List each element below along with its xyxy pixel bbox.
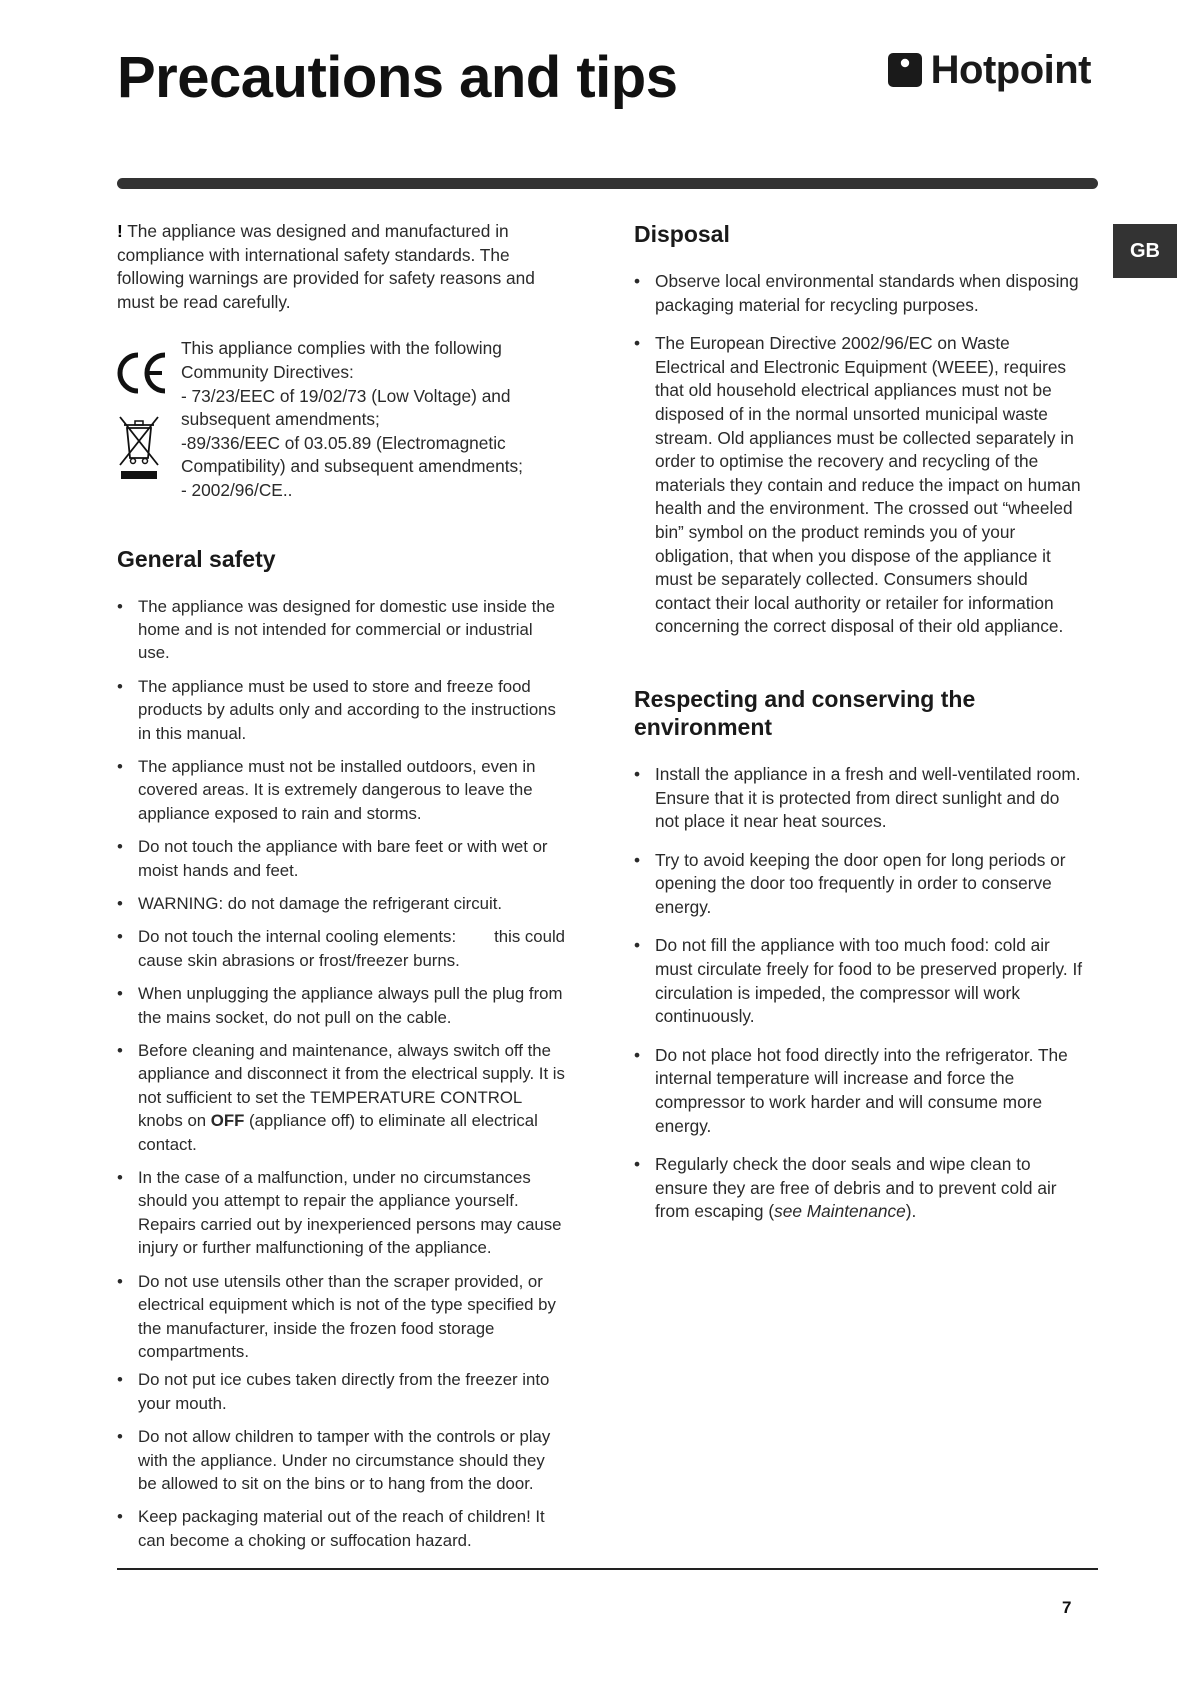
off-keyword: OFF <box>210 1111 245 1131</box>
list-item: • In the case of a malfunction, under no circumstances should you attempt to repair the appliance yourself. Repairs carried out by inexperienced persons may cause injury or further malfunctioning of the appliance. <box>117 1166 567 1260</box>
page-title: Precautions and tips <box>117 45 678 110</box>
directive-line: -89/336/EEC of 03.05.89 (Electromagnetic Compatibility) and subsequent amendments; <box>181 432 523 477</box>
brand-logo <box>888 48 1091 92</box>
general-safety-list <box>117 595 567 1553</box>
list-item-text: Do not touch the internal cooling elements: <box>138 927 457 947</box>
list-item: • Do not touch the appliance with bare feet or with wet or moist hands and feet. <box>117 835 567 882</box>
intro-text: The appliance was designed and manufactured in compliance with international safety standards. The following warnings are provided for safety reasons and must be read carefully. <box>117 221 535 312</box>
list-item-text: Before cleaning and maintenance, always switch off the appliance and disconnect it from the electrical supply. It is not sufficient to set the TEMPERATURE CONTROL knobs on <box>138 1041 565 1131</box>
brand-name: Hotpoint <box>930 47 1091 92</box>
list-item: • The appliance must be used to store and freeze food products by adults only and according to the instructions in this manual. <box>117 675 567 745</box>
directives-block <box>117 337 567 502</box>
list-item: • When unplugging the appliance always pull the plug from the mains socket, do not pull on the cable. <box>117 982 567 1029</box>
list-item-text: (appliance off) to eliminate all electrical contact. <box>138 1111 538 1154</box>
list-item: • Install the appliance in a fresh and well-ventilated room. Ensure that it is protected from direct sunlight and do not place it near heat sources. <box>634 763 1084 834</box>
intro-paragraph <box>117 220 567 314</box>
list-item-text: this could cause skin abrasions or frost/freezer burns. <box>138 927 566 970</box>
hotpoint-logo-icon <box>888 53 922 87</box>
environment-list <box>634 763 1084 1224</box>
list-item <box>117 925 567 972</box>
list-item: • The European Directive 2002/96/EC on Waste Electrical and Electronic Equipment (WEEE), requires that old household electrical appliances must not be disposed of in the normal unsorted municipal waste stream. Old appliances must be collected separately in order to optimise the recovery and recycling of the materials they contain and reduce the impact on human health and the environment. The crossed out “wheeled bin” symbol on the product reminds you of your obligation, that when you dispose of the appliance it must be separately collected. Consumers should contact their local authority or retailer for information concerning the correct disposal of their old appliance. <box>634 332 1084 639</box>
ce-mark-icon <box>117 349 169 397</box>
language-tab: GB <box>1113 224 1177 278</box>
left-column <box>117 220 567 1562</box>
list-item: • Observe local environmental standards when disposing packaging material for recycling purposes. <box>634 270 1084 317</box>
directive-line: This appliance complies with the following Community Directives: <box>181 338 502 382</box>
list-item: • The appliance must not be installed outdoors, even in covered areas. It is extremely dangerous to leave the appliance exposed to rain and storms. <box>117 755 567 825</box>
header-divider <box>117 178 1098 189</box>
list-item <box>117 1039 567 1156</box>
list-item: • Do not use utensils other than the scraper provided, or electrical equipment which is not of the type specified by the manufacturer, inside the frozen food storage compartments. <box>117 1270 567 1364</box>
environment-heading: Respecting and conserving the environment <box>634 685 976 740</box>
list-item: • Do not fill the appliance with too much food: cold air must circulate freely for food to be preserved properly. If circulation is impeded, the compressor will work continuously. <box>634 934 1084 1028</box>
list-item: • Keep packaging material out of the reach of children! It can become a choking or suffocation hazard. <box>117 1505 567 1552</box>
list-item: • WARNING: do not damage the refrigerant circuit. <box>117 892 567 915</box>
list-item: • Do not place hot food directly into the refrigerator. The internal temperature will increase and force the compressor to work harder and will consume more energy. <box>634 1044 1084 1138</box>
exclamation-mark: ! <box>117 221 123 241</box>
directive-line: - 2002/96/CE.. <box>181 479 293 500</box>
list-item: • The appliance was designed for domestic use inside the home and is not intended for commercial or industrial use. <box>117 595 567 665</box>
list-item <box>634 1153 1084 1224</box>
general-safety-heading: General safety <box>117 545 276 572</box>
crossed-wheeled-bin-icon <box>117 414 161 482</box>
page-number: 7 <box>1062 1598 1072 1617</box>
right-column <box>634 220 1084 1239</box>
list-item-text: ). <box>905 1201 917 1222</box>
footer-divider <box>117 1568 1098 1570</box>
list-item-text: Regularly check the door seals and wipe clean to ensure they are free of debris and to prevent cold air from escaping ( <box>655 1154 1057 1222</box>
maintenance-reference: see Maintenance <box>774 1201 906 1222</box>
disposal-heading: Disposal <box>634 221 730 247</box>
directive-line: - 73/23/EEC of 19/02/73 (Low Voltage) and subsequent amendments; <box>181 385 511 430</box>
list-item: • Do not allow children to tamper with the controls or play with the appliance. Under no circumstance should they be allowed to sit on the bins or to hang from the door. <box>117 1425 567 1495</box>
list-item: • Try to avoid keeping the door open for long periods or opening the door too frequently in order to conserve energy. <box>634 849 1084 920</box>
list-item: • Do not put ice cubes taken directly from the freezer into your mouth. <box>117 1368 567 1415</box>
disposal-list <box>634 270 1084 639</box>
